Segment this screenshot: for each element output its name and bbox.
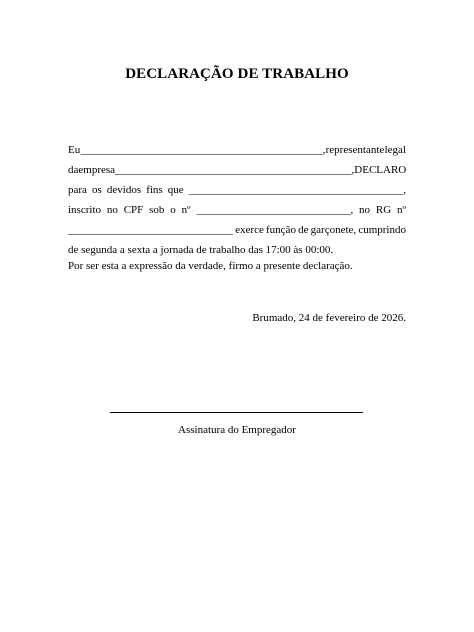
paragraph-line-3 — [68, 180, 406, 200]
closing-paragraph: Por ser esta a expressão da verdade, firmo a presente declaração. — [68, 260, 353, 272]
document-title: DECLARAÇÃO DE TRABALHO — [125, 66, 349, 82]
signature-label: Assinatura do Empregador — [178, 424, 296, 436]
word: fins — [146, 184, 163, 196]
word: de — [298, 224, 309, 236]
paragraph-line-5 — [68, 220, 406, 240]
word: nº — [181, 204, 191, 216]
cpf-blank: ____________________________, — [196, 204, 354, 216]
word: nº — [397, 204, 406, 216]
word: da — [68, 164, 79, 176]
word: inscrito — [68, 204, 101, 216]
word: devidos — [106, 184, 142, 196]
word: função — [266, 224, 296, 236]
signature-line — [110, 412, 363, 413]
word: garçonete, — [310, 224, 357, 236]
word: no — [359, 204, 371, 216]
word: legal — [384, 144, 406, 156]
paragraph-line-2 — [68, 160, 406, 180]
word: DECLARO — [354, 164, 407, 176]
word: empresa — [78, 164, 116, 176]
paragraph-line-4 — [68, 200, 406, 220]
word: para — [68, 184, 87, 196]
declaration-paragraph — [68, 140, 406, 260]
word: os — [92, 184, 102, 196]
word: CPF — [123, 204, 144, 216]
word: cumprindo — [358, 224, 406, 236]
word: RG — [375, 204, 392, 216]
rg-blank: ______________________________ — [68, 224, 233, 236]
word: sob — [149, 204, 165, 216]
word: Eu — [68, 144, 81, 156]
word: o — [170, 204, 176, 216]
company-blank: ___________________________________________, — [115, 164, 355, 176]
word: que — [167, 184, 184, 196]
date-line: Brumado, 24 de fevereiro de 2026. — [252, 312, 406, 324]
word: representante — [325, 144, 385, 156]
paragraph-line-6 — [68, 240, 406, 260]
employee-name-blank: _______________________________________, — [188, 184, 406, 196]
word: no — [106, 204, 118, 216]
schedule-text: de segunda a sexta a jornada de trabalho das 17:00 às 00:00. — [68, 244, 334, 256]
paragraph-line-1 — [68, 140, 406, 160]
name-blank: ____________________________________________, — [80, 144, 326, 156]
word: exerce — [235, 224, 264, 236]
